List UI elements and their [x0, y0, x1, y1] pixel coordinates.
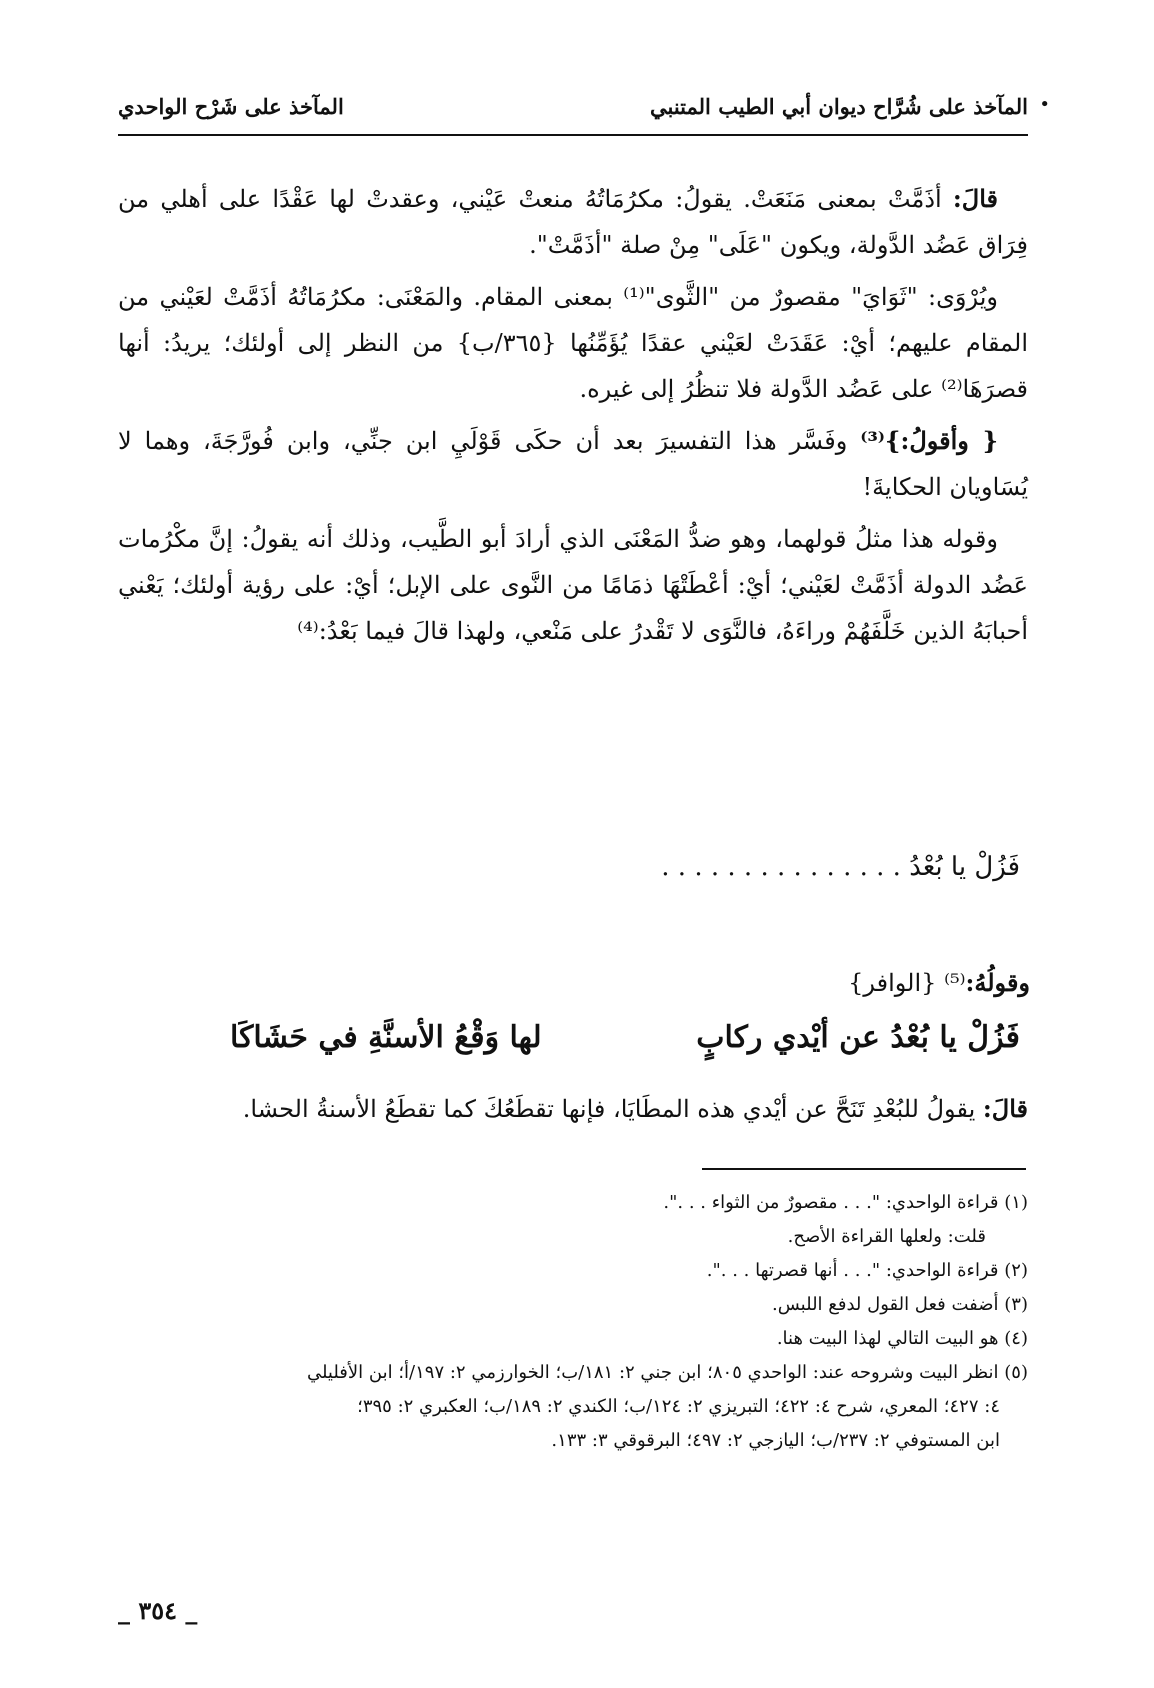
verse-fragment-ellipsis: . . . . . . . . . . . . . . .: [661, 852, 901, 882]
footnote-3: [118, 1288, 1028, 1322]
footnote-text: ابن المستوفي ٢: ٢٣٧/ب؛ اليازجي ٢: ٤٩٧؛ البرقوقي ٣: ١٣٣.: [551, 1430, 1000, 1451]
page-number: _ ٣٥٤ _: [118, 1596, 198, 1625]
footnote-number: (٣): [1004, 1294, 1028, 1315]
paragraph-body: أذَمَّتْ بمعنى مَنَعَتْ. يقولُ: مكرُمَاتُهُ منعتْ عَيْني، وعقدتْ لها عَقْدًا على أهلي من فِرَاق عَضُد الدَّولة، ويكون "عَلَى" مِنْ صلة "أذَمَّتْ".: [118, 185, 1028, 259]
verse-fragment: [250, 852, 1020, 882]
running-header: [118, 88, 1050, 134]
paragraph-body: وقوله هذا مثلُ قولهما، وهو ضدُّ المَعْنَى الذي أرادَ أبو الطَّيب، وذلك أنه يقولُ: إنَّ مكْرُمات عَضُد الدولة أذَمَّتْ لعَيْني؛ أيْ: أعْطَتْهَا ذمَامًا من النَّوى على الإبل؛ أيْ: على رؤية أولئك؛ يَعْني أحبابَهُ الذين خَلَّفَهُمْ وراءَهُ، فالنَّوَى لا تَقْدرُ على مَنْعي، ولهذا قالَ فيما بَعْدُ:⁽⁴⁾: [118, 525, 1028, 645]
footnote-number: (٥): [1004, 1362, 1028, 1383]
paragraph-3: [118, 418, 1028, 510]
paragraph-4: [118, 516, 1028, 654]
footnote-rule: [702, 1168, 1026, 1170]
footnote-text: قراءة الواحدي: ". . . أنها قصرتها . . .".: [706, 1260, 999, 1281]
verse-intro-keyword: وقولُهُ:: [965, 968, 1030, 997]
paragraph-2: [118, 274, 1028, 412]
verse-hemistich-first: فَزُلْ يا بُعْدُ عن أيْدي ركابٍ: [696, 1020, 1020, 1055]
paragraph-1: [118, 176, 1028, 268]
footnote-number: (١): [1004, 1192, 1028, 1213]
commentary-line: [118, 1086, 1028, 1132]
poetry-verse: [230, 1020, 1020, 1070]
footnote-text: أضفت فعل القول لدفع اللبس.: [772, 1294, 999, 1315]
paragraph-body: وفَسَّر هذا التفسيرَ بعد أن حكَى قَوْلَيِ ابن جنِّي، وابن فُورَّجَةَ، وهما لا يُسَاويان الحكايةَ!: [118, 427, 1028, 501]
commentary-keyword: قالَ:: [982, 1094, 1028, 1123]
verse-fragment-text: فَزُلْ يا بُعْدُ: [909, 852, 1020, 882]
paragraph-keyword: { وأقولُ:}⁽³⁾: [860, 426, 998, 455]
footnote-5-cont-2: [118, 1424, 1028, 1458]
footnote-number: (٤): [1004, 1328, 1028, 1349]
footnote-ref: ⁽⁵⁾: [944, 969, 966, 997]
header-book-title: المآخذ على شُرَّاح ديوان أبي الطيب المتنبي: [650, 94, 1028, 119]
footnote-number: (٢): [1004, 1260, 1028, 1281]
footnotes: [118, 1186, 1028, 1458]
verse-hemistich-second: لها وَقْعُ الأسنَّةِ في حَشَاكَا: [230, 1020, 542, 1055]
commentary-text: يقولُ للبُعْدِ تَنَحَّ عن أيْدي هذه المطَايَا، فإنها تقطَعُكَ كما تقطَعُ الأسنةُ الحشا.: [242, 1095, 983, 1123]
footnote-1: [118, 1186, 1028, 1220]
header-dot: •: [1039, 94, 1050, 115]
footnote-5: [118, 1356, 1028, 1390]
footnote-text: انظر البيت وشروحه عند: الواحدي ٨٠٥؛ ابن جني ٢: ١٨١/ب؛ الخوارزمي ٢: ١٩٧/أ؛ ابن الأفليلي: [306, 1362, 999, 1383]
footnote-2: [118, 1254, 1028, 1288]
footnote-text: ٤: ٤٢٧؛ المعري، شرح ٤: ٤٢٢؛ التبريزي ٢: ١٢٤/ب؛ الكندي ٢: ١٨٩/ب؛ العكبري ٢: ٣٩٥؛: [357, 1396, 1000, 1417]
verse-intro: [848, 968, 1030, 997]
header-section-title: المآخذ على شَرْح الواحدي: [118, 94, 344, 119]
footnote-1-note: [118, 1220, 1028, 1254]
footnote-5-cont-1: [118, 1390, 1028, 1424]
footnote-4: [118, 1322, 1028, 1356]
paragraph-body: ويُرْوَى: "ثَوَايَ" مقصورٌ من "الثَّوى"⁽¹⁾ بمعنى المقام. والمَعْنَى: مكرُمَاتُهُ أذَمَّتْ لعَيْني من المقام عليهم؛ أيْ: عَقَدَتْ لعَيْني عقدًا يُؤَمِّنُها {٣٦٥/ب} من النظر إلى أولئك؛ يريدُ: أنها قصرَهَا⁽²⁾ على عَضُد الدَّولة فلا تنظُرُ إلى غيره.: [118, 283, 1029, 403]
paragraph-keyword: قالَ:: [952, 184, 998, 213]
header-rule: [118, 134, 1028, 136]
meter-label: {الوافر}: [848, 969, 937, 997]
footnote-text: هو البيت التالي لهذا البيت هنا.: [776, 1328, 999, 1349]
footnote-text: قراءة الواحدي: ". . . مقصورٌ من الثواء . . .".: [663, 1192, 999, 1213]
footnote-text: قلت: ولعلها القراءة الأصح.: [787, 1226, 986, 1247]
main-text: [118, 176, 1028, 660]
